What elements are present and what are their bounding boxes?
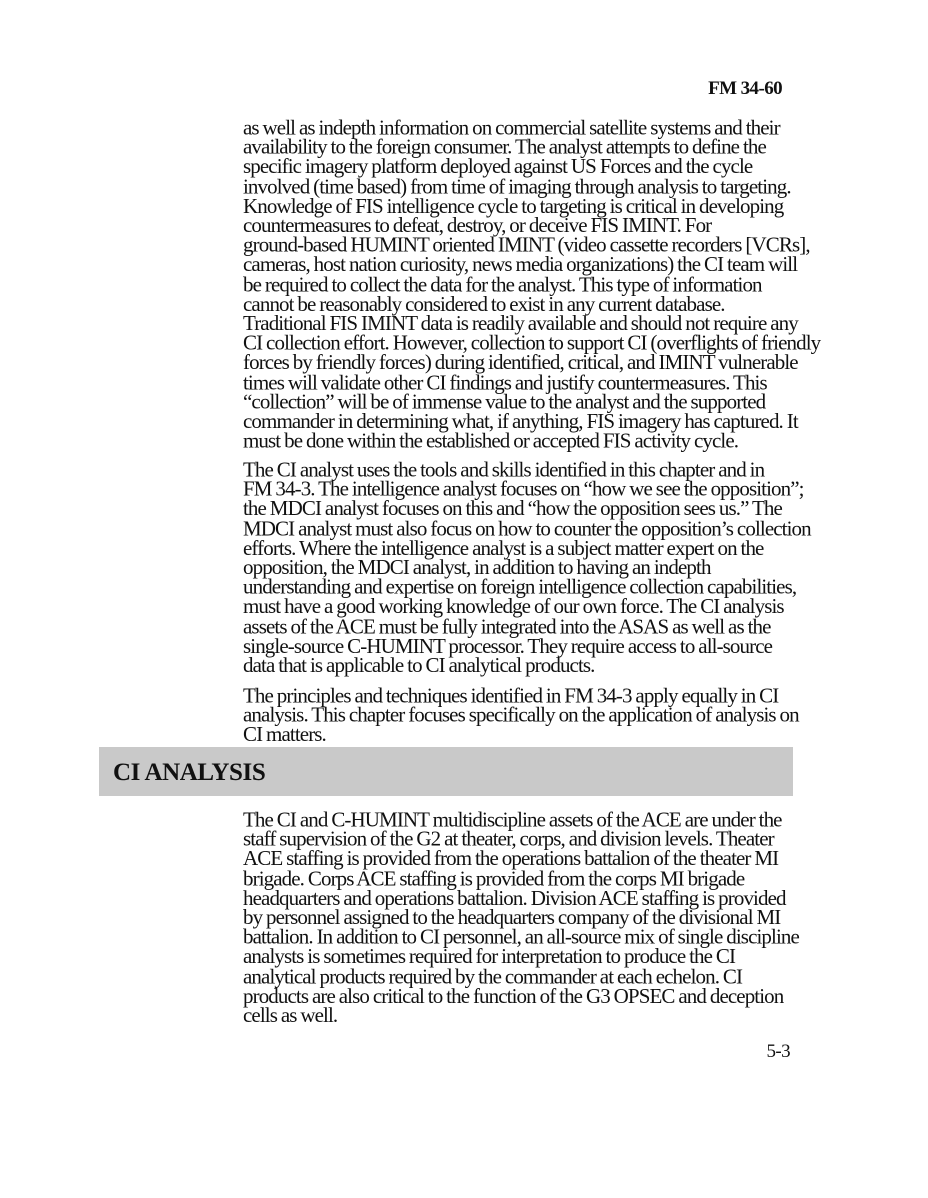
text-line: by personnel assigned to the headquarters company of the divisional MI [243, 904, 781, 930]
text-line: must have a good working knowledge of our own force. The CI analysis [243, 594, 784, 619]
text-line: The principles and techniques identified in FM 34-3 apply equally in CI [243, 682, 779, 708]
text-line: headquarters and operations battalion. Division ACE staffing is provided [243, 885, 786, 910]
text-line: brigade. Corps ACE staffing is provided from the corps MI brigade [243, 865, 745, 891]
text-line: opposition, the MDCI analyst, in addition to having an indepth [243, 554, 711, 580]
text-line: data that is applicable to CI analytical products. [243, 652, 595, 678]
text-line: involved (time based) from time of imaging through analysis to targeting. [243, 173, 791, 199]
text-line: products are also critical to the function of the G3 OPSEC and deception [243, 983, 784, 1008]
section-title: CI ANALYSIS [113, 759, 266, 786]
text-line: CI collection effort. However, collection to support CI (overflights of friendly [243, 330, 821, 355]
text-line: understanding and expertise on foreign intelligence collection capabilities, [243, 574, 797, 599]
text-line: as well as indepth information on commercial satellite systems and their [243, 114, 780, 140]
text-line: cameras, host nation curiosity, news media organizations) the CI team will [243, 252, 798, 277]
text-line: analytical products required by the commander at each echelon. CI [243, 963, 743, 989]
paragraph-principles [243, 682, 799, 747]
text-line: the MDCI analyst focuses on this and “how the opposition sees us.” The [243, 496, 782, 521]
text-line: CI matters. [243, 722, 326, 747]
text-line: cannot be reasonably considered to exist in any current database. [243, 291, 725, 316]
running-header: FM 34-60 [708, 78, 782, 99]
text-line: analysts is sometimes required for interpretation to produce the CI [243, 944, 736, 969]
text-line: cells as well. [243, 1002, 338, 1028]
text-line: analysis. This chapter focuses specifically on the application of analysis on [243, 702, 799, 728]
page-number: 5-3 [766, 1041, 790, 1062]
paragraph-ci-analyst-tools [243, 456, 811, 678]
section-heading-band [99, 747, 793, 796]
text-line: assets of the ACE must be fully integrated into the ASAS as well as the [243, 613, 771, 639]
text-line: must be done within the established or accepted FIS activity cycle. [243, 428, 739, 453]
paragraph-satellite-imagery [243, 114, 821, 453]
text-line: specific imagery platform deployed against US Forces and the cycle [243, 154, 753, 179]
text-line: countermeasures to defeat, destroy, or deceive FIS IMINT. For [243, 212, 712, 238]
text-line: “collection” will be of immense value to the analyst and the supported [243, 389, 766, 414]
text-line: forces by friendly forces) during identified, critical, and IMINT vulnerable [243, 349, 798, 375]
text-line: efforts. Where the intelligence analyst is a subject matter expert on the [243, 535, 764, 560]
text-line: The CI and C-HUMINT multidiscipline assets of the ACE are under the [243, 806, 782, 832]
text-line: commander in determining what, if anything, FIS imagery has captured. It [243, 408, 798, 434]
text-line: availability to the foreign consumer. The analyst attempts to define the [243, 134, 766, 160]
text-line: The CI analyst uses the tools and skills identified in this chapter and in [243, 456, 765, 482]
text-line: staff supervision of the G2 at theater, corps, and division levels. Theater [243, 826, 774, 852]
paragraph-ace-staffing [243, 806, 799, 1028]
text-line: ACE staffing is provided from the operations battalion of the theater MI [243, 846, 779, 871]
text-line: Traditional FIS IMINT data is readily available and should not require any [243, 310, 798, 336]
text-line: Knowledge of FIS intelligence cycle to targeting is critical in developing [243, 193, 784, 218]
text-line: ground-based HUMINT oriented IMINT (video cassette recorders [VCRs], [243, 232, 810, 257]
text-line: be required to collect the data for the analyst. This type of information [243, 271, 762, 297]
text-line: single-source C-HUMINT processor. They require access to all-source [243, 633, 773, 658]
text-line: MDCI analyst must also focus on how to counter the opposition’s collection [243, 515, 811, 541]
text-line: FM 34-3. The intelligence analyst focuses on “how we see the opposition”; [243, 476, 804, 502]
text-line: battalion. In addition to CI personnel, an all-source mix of single discipline [243, 924, 799, 949]
text-line: times will validate other CI findings and justify countermeasures. This [243, 369, 767, 395]
